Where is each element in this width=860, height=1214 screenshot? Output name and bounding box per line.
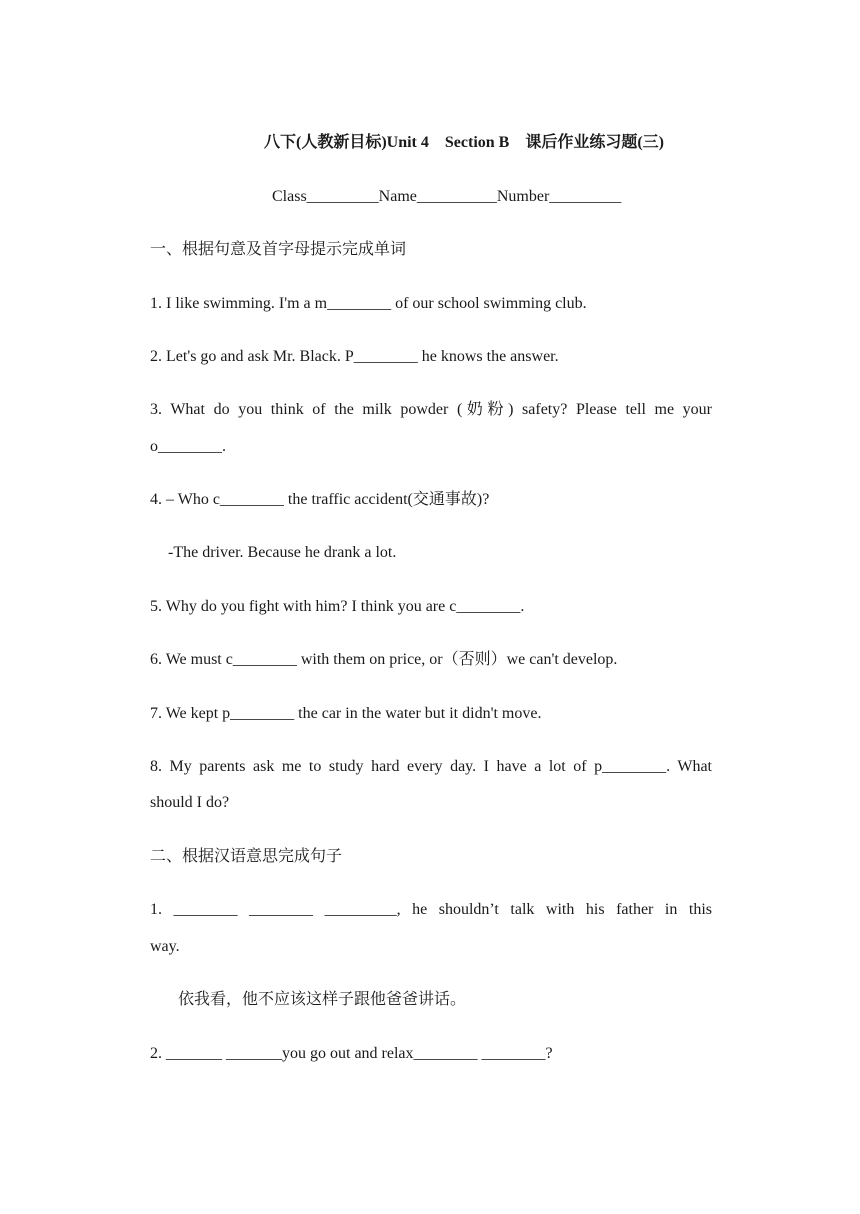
section2-item-1: 1. ________ ________ _________, he shouldn’t talk with his father in this [150,901,712,918]
section1-item-8-cont: should I do? [150,794,230,811]
section1-item-1: 1. I like swimming. I'm a m________ of our school swimming club. [150,295,587,312]
section2-item-1-cont: way. [150,938,180,955]
section1-item-4-answer: -The driver. Because he drank a lot. [168,544,397,561]
section1-item-4: 4. – Who c________ the traffic accident(交通事故)? [150,491,490,508]
section1-item-6: 6. We must c________ with them on price, or（否则）we can't develop. [150,651,618,668]
section2-item-2: 2. _______ _______you go out and relax________ ________? [150,1045,553,1062]
section2-heading: 二、根据汉语意思完成句子 [150,848,343,865]
section1-item-3: 3. What do you think of the milk powder (奶粉) safety? Please tell me your [150,401,712,418]
section1-item-5: 5. Why do you fight with him? I think you are c________. [150,598,525,615]
section2-item-1-translation: 依我看，他不应该这样子跟他爸爸讲话。 [178,991,467,1008]
section1-item-8: 8. My parents ask me to study hard every day. I have a lot of p________. What [150,758,712,775]
section1-heading: 一、根据句意及首字母提示完成单词 [150,241,407,258]
section1-item-7: 7. We kept p________ the car in the water but it didn't move. [150,705,542,722]
section1-item-3-cont: o________. [150,438,226,455]
page-title: 八下(人教新目标)Unit 4 Section B 课后作业练习题(三) [264,134,664,151]
section1-item-2: 2. Let's go and ask Mr. Black. P________ he knows the answer. [150,348,559,365]
student-info-line: Class_________Name__________Number_________ [272,188,622,205]
